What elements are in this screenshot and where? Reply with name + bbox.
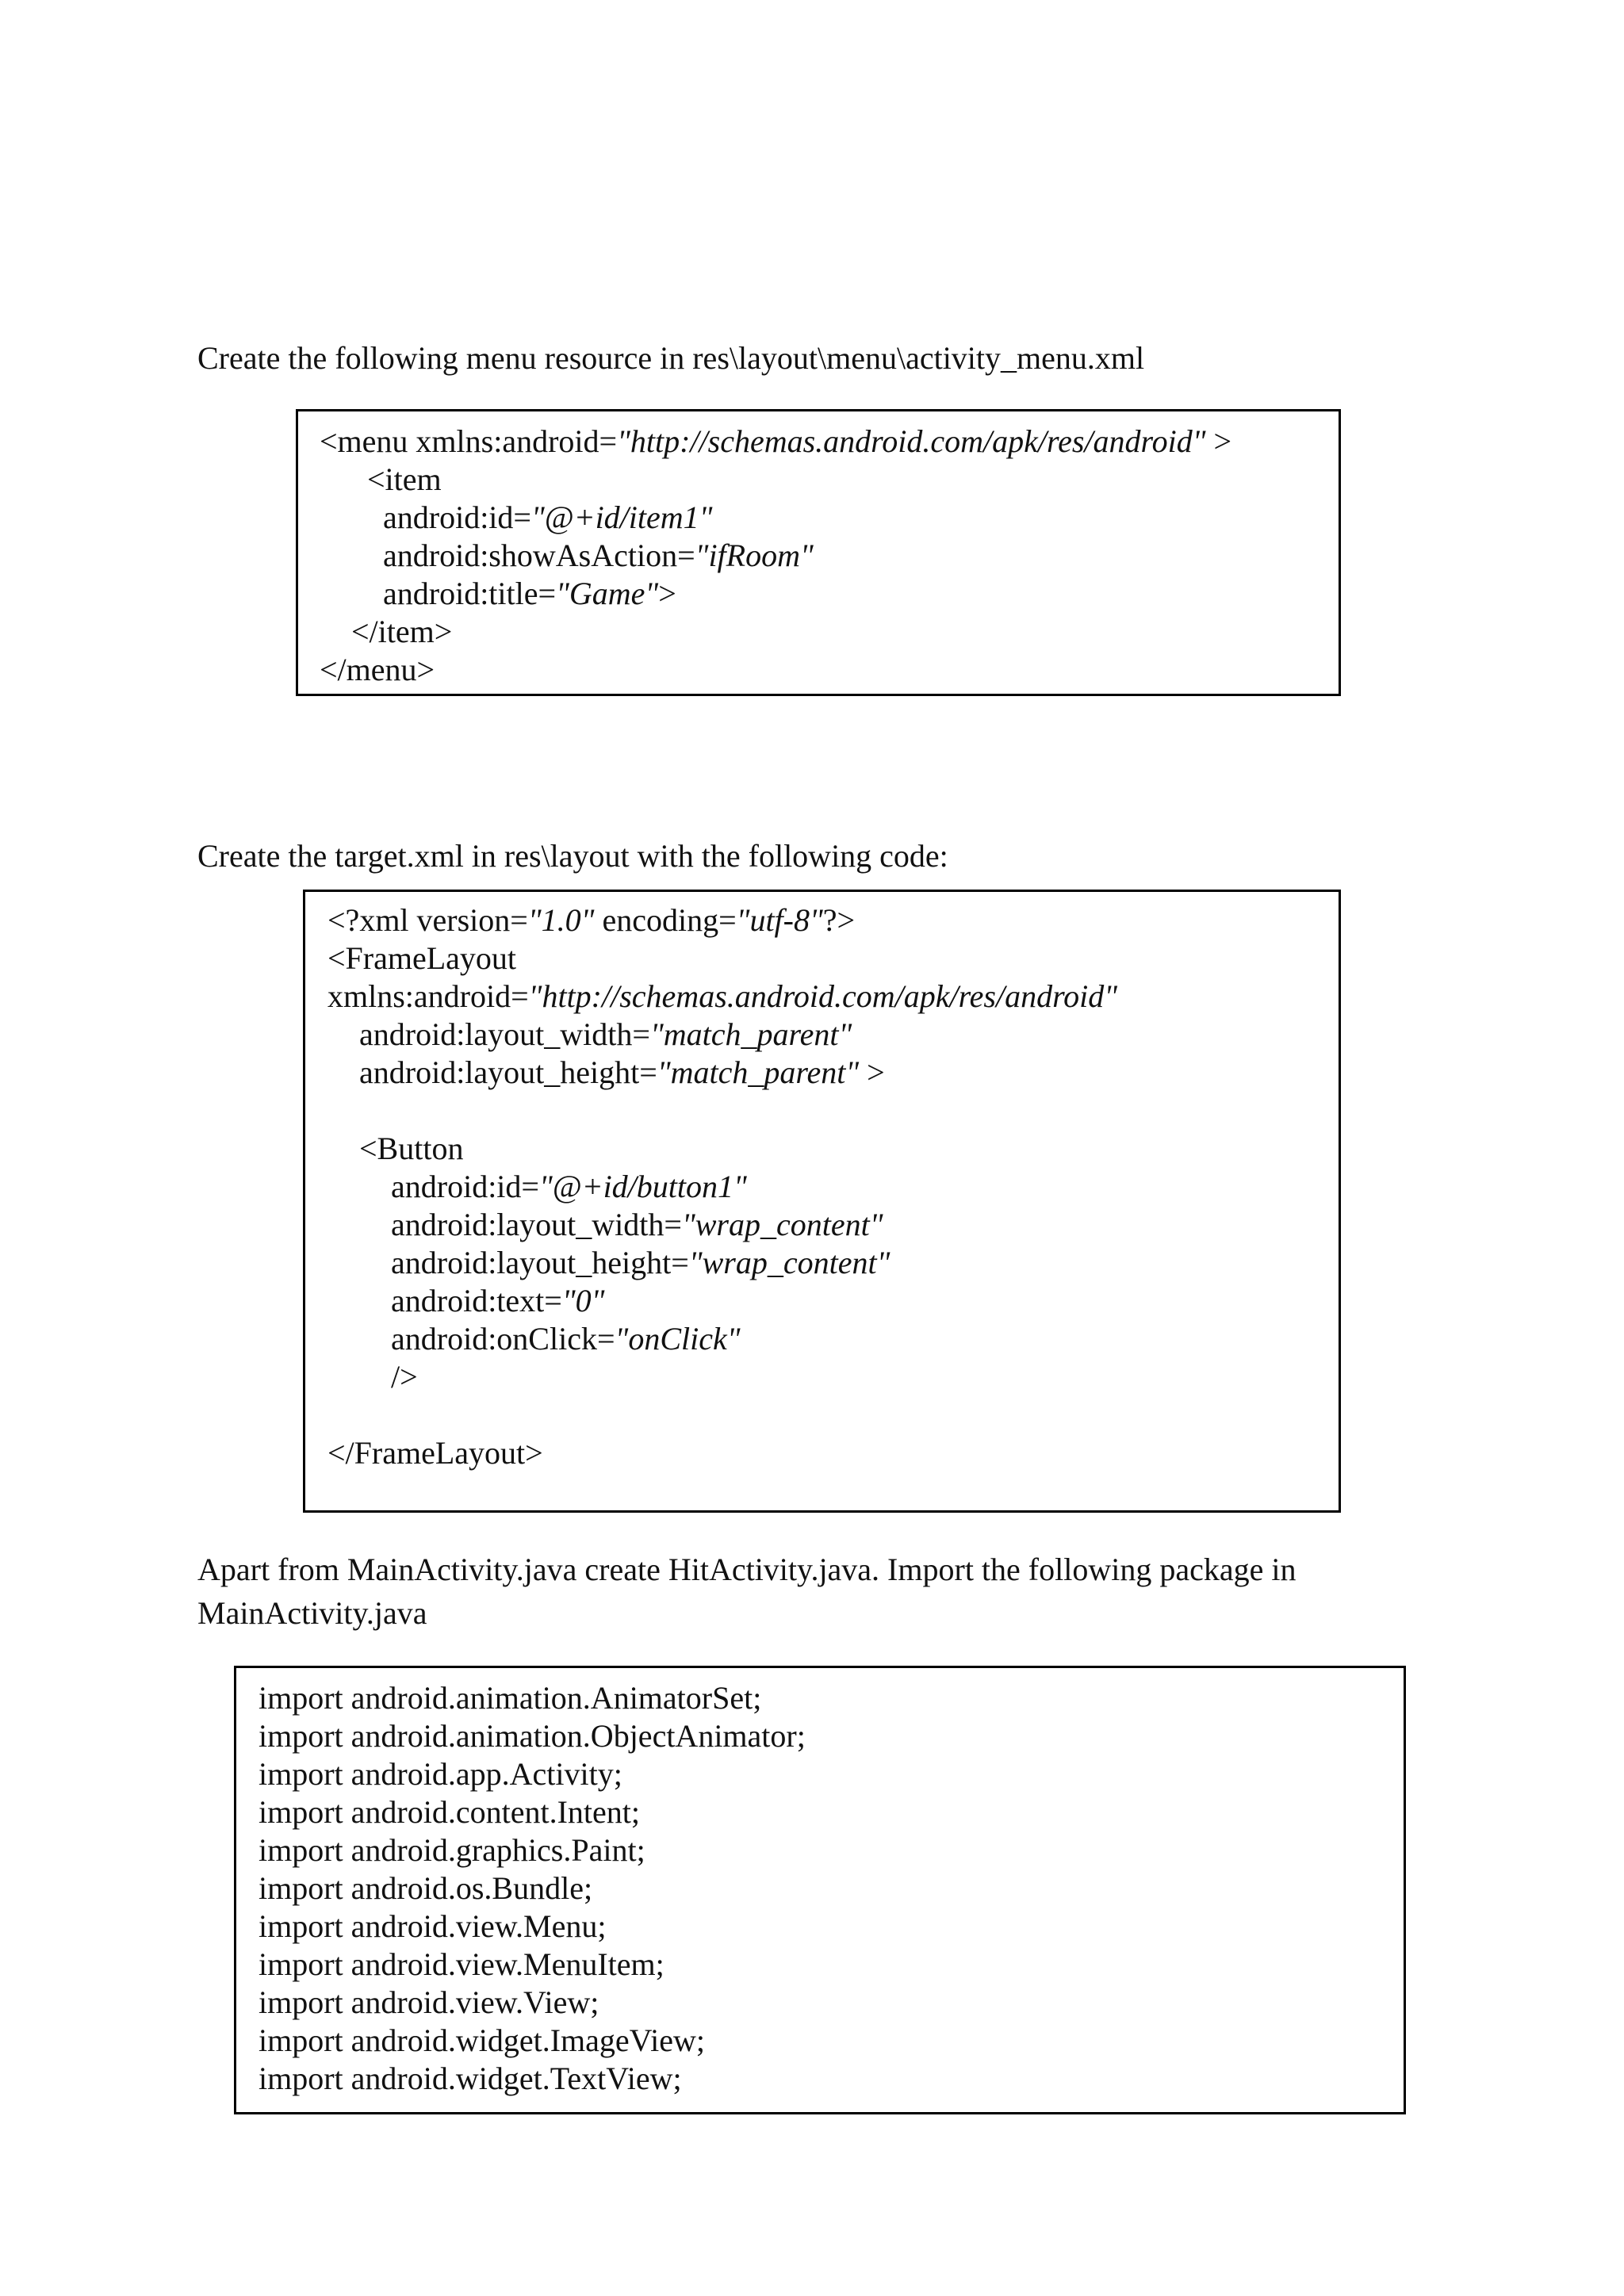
code-line: [327, 1054, 1339, 1092]
code-attribute-value: "wrap_content": [681, 1207, 883, 1242]
code-attribute-value: "match_parent": [649, 1016, 852, 1052]
code-text: android:id=: [391, 1169, 539, 1204]
code-text: import android.graphics.Paint;: [259, 1832, 645, 1868]
code-line: [320, 499, 1339, 537]
code-line: [320, 651, 1339, 689]
code-text: <FrameLayout: [327, 940, 517, 976]
code-text: android:showAsAction=: [383, 538, 695, 573]
code-line: [320, 613, 1339, 651]
code-text: </item>: [351, 614, 453, 649]
code-text: android:layout_width=: [359, 1016, 650, 1052]
code-line: [320, 575, 1339, 613]
code-text: import android.view.View;: [259, 1984, 599, 2020]
code-line: [259, 2060, 1404, 2098]
code-text: />: [391, 1359, 418, 1395]
code-text: <menu xmlns:android=: [320, 423, 618, 459]
code-line: [327, 1282, 1339, 1320]
code-line: [327, 939, 1339, 978]
code-attribute-value: "Game": [556, 576, 659, 611]
code-attribute-value: "ifRoom": [695, 538, 814, 573]
menu-xml-code-box: [296, 409, 1341, 696]
code-line: [327, 978, 1339, 1016]
code-text: import android.os.Bundle;: [259, 1870, 593, 1906]
code-text: >: [859, 1054, 885, 1090]
code-text: android:layout_width=: [391, 1207, 682, 1242]
code-line: [327, 1168, 1339, 1206]
code-text: import android.app.Activity;: [259, 1756, 622, 1792]
code-text: <?xml version=: [327, 902, 528, 938]
code-line: [327, 1130, 1339, 1168]
section1-intro: Create the following menu resource in res\layout\menu\activity_menu.xml: [197, 340, 1145, 376]
code-text: import android.content.Intent;: [259, 1794, 640, 1830]
code-line: [327, 1434, 1339, 1472]
code-attribute-value: "http://schemas.android.com/apk/res/android": [528, 978, 1118, 1014]
code-text: import android.widget.TextView;: [259, 2061, 682, 2096]
code-text: android:layout_height=: [359, 1054, 657, 1090]
code-text: <Button: [359, 1131, 464, 1166]
code-line: [320, 461, 1339, 499]
code-line: [259, 1717, 1404, 1755]
code-attribute-value: "0": [561, 1283, 605, 1318]
code-line: [327, 1358, 1339, 1396]
code-line: [327, 1016, 1339, 1054]
section2-intro: Create the target.xml in res\layout with the following code:: [197, 838, 948, 874]
code-line: [259, 1755, 1404, 1793]
code-text: import android.widget.ImageView;: [259, 2022, 706, 2058]
code-text: </FrameLayout>: [327, 1435, 543, 1471]
code-line: [259, 1869, 1404, 1908]
code-line: [320, 537, 1339, 575]
code-line: [259, 1831, 1404, 1869]
code-attribute-value: "1.0": [527, 902, 595, 938]
imports-code-box: [234, 1666, 1406, 2114]
code-line: [327, 1320, 1339, 1358]
code-text: import android.view.Menu;: [259, 1908, 607, 1944]
code-line: [327, 1396, 1339, 1434]
code-text: android:onClick=: [391, 1321, 615, 1357]
code-text: </menu>: [320, 652, 435, 687]
code-attribute-value: "match_parent": [657, 1054, 860, 1090]
code-text: import android.animation.ObjectAnimator;: [259, 1718, 806, 1754]
code-line: [259, 2022, 1404, 2060]
code-line: [327, 1244, 1339, 1282]
code-text: >: [658, 576, 676, 611]
code-text: android:id=: [383, 499, 531, 535]
code-text: ?>: [822, 902, 856, 938]
code-attribute-value: "onClick": [615, 1321, 741, 1357]
code-line: [259, 1908, 1404, 1946]
code-attribute-value: "wrap_content": [688, 1245, 891, 1280]
code-attribute-value: "utf-8": [736, 902, 823, 938]
code-text: import android.animation.AnimatorSet;: [259, 1680, 762, 1716]
code-text: <item: [367, 461, 442, 497]
code-text: encoding=: [594, 902, 737, 938]
code-line: [327, 1092, 1339, 1130]
code-attribute-value: "@+id/item1": [530, 499, 713, 535]
code-line: [259, 1984, 1404, 2022]
code-text: xmlns:android=: [327, 978, 529, 1014]
code-text: android:title=: [383, 576, 557, 611]
code-line: [259, 1679, 1404, 1717]
code-text: import android.view.MenuItem;: [259, 1946, 665, 1982]
code-line: [327, 901, 1339, 939]
section3-intro: Apart from MainActivity.java create HitActivity.java. Import the following package in MainActivity.java: [197, 1552, 1297, 1631]
code-line: [327, 1206, 1339, 1244]
code-attribute-value: "http://schemas.android.com/apk/res/android": [617, 423, 1206, 459]
code-text: >: [1205, 423, 1232, 459]
code-attribute-value: "@+id/button1": [538, 1169, 747, 1204]
code-line: [259, 1793, 1404, 1831]
code-text: android:text=: [391, 1283, 562, 1318]
code-line: [320, 423, 1339, 461]
target-xml-code-box: [303, 890, 1341, 1513]
code-text: android:layout_height=: [391, 1245, 689, 1280]
code-line: [259, 1946, 1404, 1984]
